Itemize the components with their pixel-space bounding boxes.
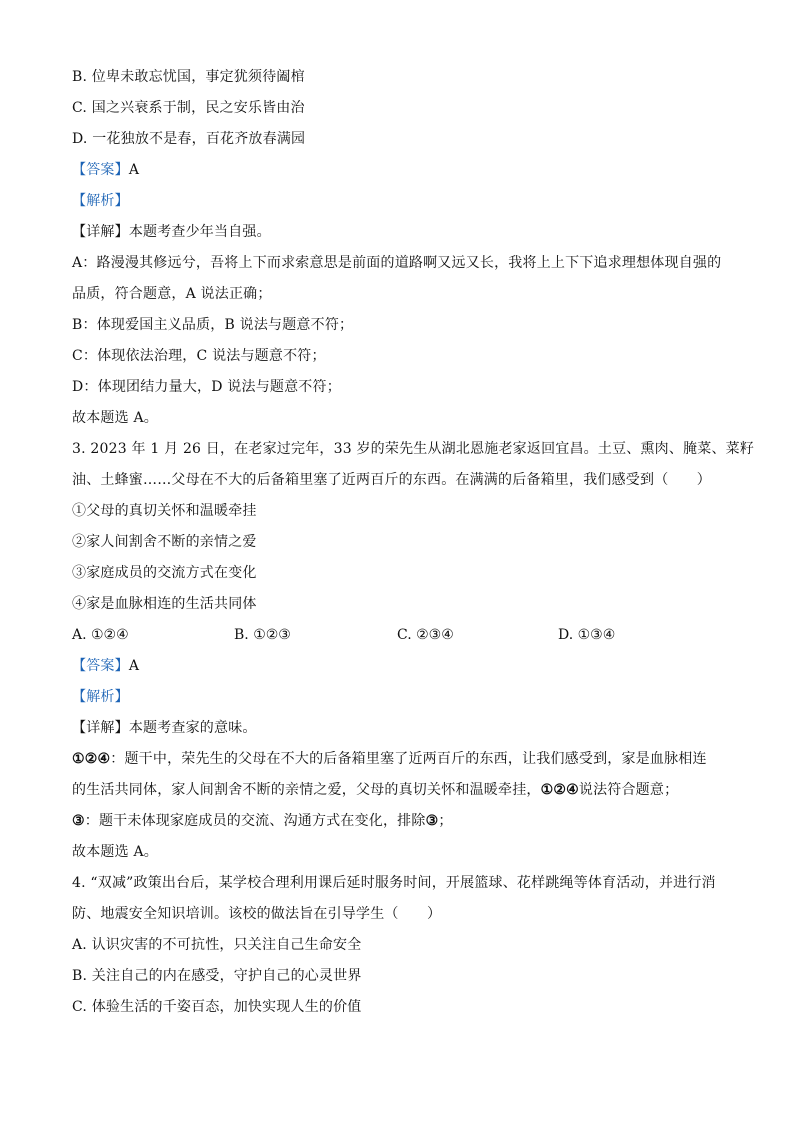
q4-stem-2: 防、地震安全知识培训。该校的做法旨在引导学生（ ） (72, 906, 442, 922)
q2-explain-a-1: A：路漫漫其修远兮，吾将上下而求索意思是前面的道路啊又远又长，我将上上下下追求理想体现自强的 (72, 255, 722, 271)
q3-analysis (72, 682, 722, 713)
q3-detail (72, 713, 722, 744)
analysis-tag: 【解析】 (72, 193, 129, 209)
q3-option-c: C. ②③④ (397, 627, 454, 643)
answer-value: A (128, 658, 140, 674)
q2-detail (72, 217, 722, 248)
explain-text: 说法符合题意； (578, 782, 679, 798)
q3-explain-1-line1 (72, 744, 722, 775)
choice-marks: ③ (72, 813, 85, 829)
q3-item-4: ④家是血脉相连的生活共同体 (72, 596, 257, 612)
detail-tag: 【详解】 (72, 720, 129, 736)
q3-conclusion: 故本题选 A。 (72, 844, 158, 860)
q3-option-a: A. ①②④ (72, 627, 129, 643)
choice-marks: ③ (425, 813, 439, 829)
q2-option-c: C. 国之兴衰系于制，民之安乐皆由治 (72, 100, 305, 116)
detail-tag: 【详解】 (72, 224, 129, 240)
q4-stem-1: 4. “双减”政策出台后，某学校合理利用课后延时服务时间，开展篮球、花样跳绳等体育活动，并进行消 (72, 875, 716, 891)
document-page (72, 62, 755, 1023)
q2-option-d: D. 一花独放不是春，百花齐放春满园 (72, 131, 306, 147)
explain-text: ：题干未体现家庭成员的交流、沟通方式在变化，排除 (84, 813, 426, 829)
answer-tag: 【答案】 (72, 162, 129, 178)
q3-item-2: ②家人间割舍不断的亲情之爱 (72, 534, 257, 550)
q3-answer (72, 651, 722, 682)
detail-text: 本题考查家的意味。 (128, 720, 257, 736)
q2-explain-a-2: 品质，符合题意，A 说法正确； (72, 286, 272, 302)
q2-answer (72, 155, 722, 186)
q2-option-b: B. 位卑未敢忘忧国，事定犹须待阖棺 (72, 69, 305, 85)
q2-explain-d: D：体现团结力量大，D 说法与题意不符； (72, 379, 341, 395)
q2-conclusion: 故本题选 A。 (72, 410, 158, 426)
q2-explain-c: C：体现依法治理，C 说法与题意不符； (72, 348, 326, 364)
choice-marks: ①②④ (72, 751, 111, 767)
q3-explain-1-line2 (72, 775, 722, 806)
q4-option-b: B. 关注自己的内在感受，守护自己的心灵世界 (72, 968, 362, 984)
explain-text: 的生活共同体，家人间割舍不断的亲情之爱，父母的真切关怀和温暖牵挂， (72, 782, 541, 798)
detail-text: 本题考查少年当自强。 (128, 224, 271, 240)
q3-explain-2 (72, 806, 722, 837)
explain-text: ：题干中，荣先生的父母在不大的后备箱里塞了近两百斤的东西，让我们感受到，家是血脉相连 (110, 751, 707, 767)
q2-explain-b: B：体现爱国主义品质，B 说法与题意不符； (72, 317, 354, 333)
explain-text: ； (438, 813, 453, 829)
choice-marks: ①②④ (540, 782, 579, 798)
analysis-tag: 【解析】 (72, 689, 129, 705)
q4-option-a: A. 认识灾害的不可抗性，只关注自己生命安全 (72, 937, 362, 953)
q3-stem-1: 3. 2023 年 1 月 26 日，在老家过完年，33 岁的荣先生从湖北恩施老家返回宜昌。土豆、熏肉、腌菜、菜籽 (72, 441, 755, 457)
q2-analysis (72, 186, 722, 217)
answer-tag: 【答案】 (72, 658, 129, 674)
q3-item-3: ③家庭成员的交流方式在变化 (72, 565, 257, 581)
q3-options (72, 620, 722, 651)
q3-stem-2: 油、土蜂蜜……父母在不大的后备箱里塞了近两百斤的东西。在满满的后备箱里，我们感受到（ ） (72, 472, 711, 488)
q4-option-c: C. 体验生活的千姿百态，加快实现人生的价值 (72, 999, 362, 1015)
answer-value: A (128, 162, 140, 178)
q3-item-1: ①父母的真切关怀和温暖牵挂 (72, 503, 257, 519)
q3-option-b: B. ①②③ (234, 627, 291, 643)
q3-option-d: D. ①③④ (558, 627, 616, 643)
